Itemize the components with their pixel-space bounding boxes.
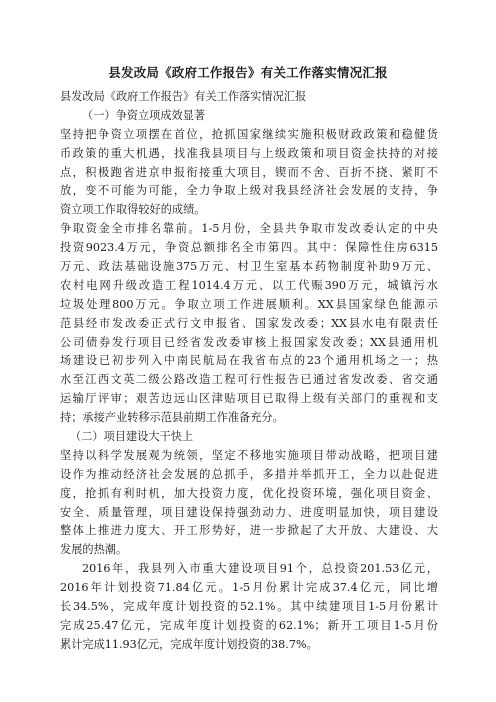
text-line: 公司债券发行项目已经省发改委审核上报国家发改委；XX县通用机 [60, 335, 438, 349]
text-line: 范县经市发改委正式行文申报省、国家发改委；XX县水电有限责任 [60, 316, 438, 330]
document-body [60, 88, 438, 655]
text-line: 长34.5%，完成年度计划投资的52.1%。其中续建项目1-5月份累计 [60, 600, 438, 614]
section-heading: （二）项目建设大干快上 [70, 430, 194, 444]
text-line: 点，积极跑省进京申报衔接重大项目，锲而不舍、百折不挠、紧盯不 [60, 165, 438, 179]
text-line: 农村电网升级改造工程1014.4万元、以工代赈390万元，城镇污水 [60, 278, 438, 292]
text-line: 资立项工作取得较好的成绩。 [60, 203, 206, 217]
text-line: 币政策的重大机遇，找准我县项目与上级政策和项目资金扶持的对接 [60, 146, 438, 160]
section-heading: （一）争资立项成效显著 [82, 108, 206, 122]
text-line: 投资9023.4万元，争资总额排名全市第四。其中：保障性住房6315 [60, 241, 438, 255]
text-line: 整体上推进力度大、开工形势好，进一步掀起了大开放、大建设、大 [60, 524, 438, 538]
text-line: 发展的热潮。 [60, 543, 128, 557]
document-title: 县发改局《政府工作报告》有关工作落实情况汇报 [108, 65, 388, 80]
text-line: 2016年，我县列入市重大建设项目91个，总投资201.53亿元， [82, 562, 438, 576]
text-line: 完成25.47亿元，完成年度计划投资的62.1%；新开工项目1-5月份 [60, 618, 438, 632]
text-line: 安全、质量管理，项目建设保持强劲动力、进度明显加快，项目建设 [60, 505, 438, 519]
text-line: 运输厅评审；艰苦边远山区津贴项目已取得上级有关部门的重视和支 [60, 392, 438, 406]
text-line: 争取资金全市排名靠前。1-5月份，全县共争取市发改委认定的中央 [60, 222, 438, 236]
text-line: 水至江西文英二级公路改造工程可行性报告已通过省发改委、省交通 [60, 373, 438, 387]
text-line: 场建设已初步列入中南民航局在我省布点的23个通用机场之一；热 [60, 354, 438, 368]
text-line: 设作为推动经济社会发展的总抓手，多措并举抓开工，全力以赴促进 [60, 467, 438, 481]
text-line: 持；承接产业转移示范县前期工作准备充分。 [60, 411, 284, 425]
text-line: 度，抢抓有利时机，加大投资力度，优化投资环境，强化项目资金、 [60, 486, 438, 500]
text-line: 万元、政法基础设施375万元、村卫生室基本药物制度补助9万元、 [60, 260, 438, 274]
text-line: 放，变不可能为可能，全力争取上级对我县经济社会发展的支持，争 [60, 184, 438, 198]
text-line: 累计完成11.93亿元，完成年度计划投资的38.7%。 [60, 637, 318, 651]
text-line: 垃圾处理800万元。争取立项工作进展顺利。XX县国家绿色能源示 [60, 297, 438, 311]
text-line: 坚持把争资立项摆在首位，抢抓国家继续实施积极财政政策和稳健货 [60, 127, 438, 141]
text-line: 2016年计划投资71.84亿元。1-5月份累计完成37.4亿元，同比增 [60, 581, 438, 595]
document-subtitle-line: 县发改局《政府工作报告》有关工作落实情况汇报 [60, 90, 307, 103]
text-line: 坚持以科学发展观为统领，坚定不移地实施项目带动战略，把项目建 [60, 448, 438, 462]
